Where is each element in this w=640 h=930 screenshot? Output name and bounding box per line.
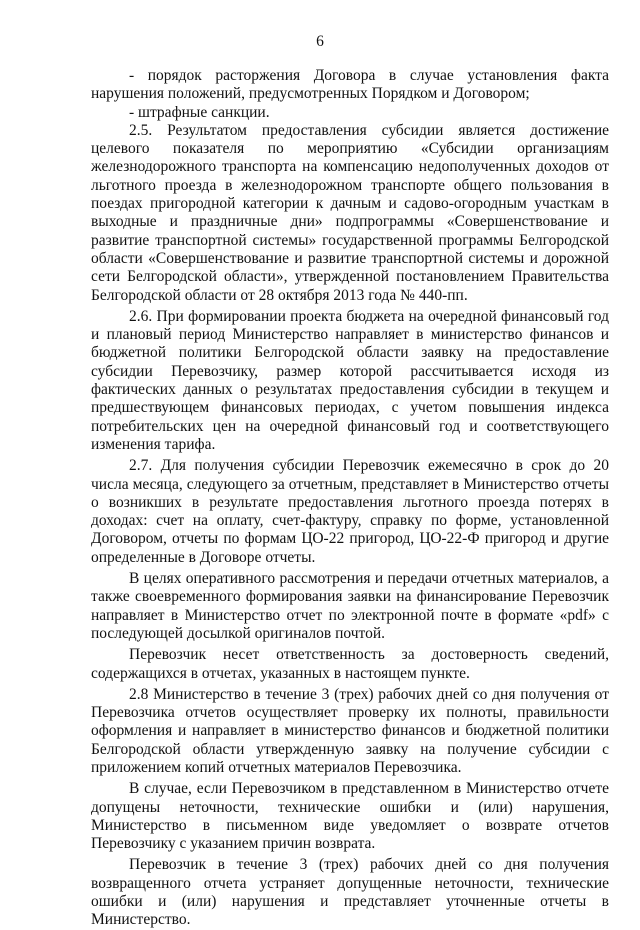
document-body [91,67,609,930]
paragraph-2-5-subsidy-result: 2.5. Результатом предоставления субсидии является достижение целевого показателя по мероприятию «Субсидии организациям железнодорожного транспорта на компенсацию недополученных доходов от льготного проезда в железнодорожном транспорте общего пользования в поездах пригородной категории к дачным и садово-огородным участкам в выходные и праздничные дни» подпрограммы «Совершенствование и развитие транспортной системы» государственной программы Белгородской области «Совершенствование и развитие транспортной системы и дорожной сети Белгородской области», утвержденной постановлением Правительства Белгородской области от 28 октября 2013 года № 440-пп. [91,121,609,304]
paragraph-report-return: В случае, если Перевозчиком в представленном в Министерство отчете допущены неточности, технические ошибки и (или) нарушения, Министерство в письменном виде уведомляет о возврате отчетов Перевозчику с указанием причин возврата. [91,780,609,853]
paragraph-2-8-ministry-review: 2.8 Министерство в течение 3 (трех) рабочих дней со дня получения от Перевозчика отчетов осуществляет проверку их полноты, правильности оформления и направляет в министерство финансов и бюджетной политики Белгородской области утвержденную заявку на получение субсидии с приложением копий отчетных материалов Перевозчика. [91,685,609,776]
paragraph-carrier-responsibility: Перевозчик несет ответственность за достоверность сведений, содержащихся в отчетах, указанных в настоящем пункте. [91,646,609,682]
paragraph-2-6-budget-request: 2.6. При формировании проекта бюджета на очередной финансовый год и плановый период Министерство направляет в министерство финансов и бюджетной политики Белгородской области заявку на предоставление субсидии Перевозчику, размер которой рассчитывается исходя из фактических данных о результатах предоставления субсидии в текущем и предшествующем финансовых периодах, с учетом повышения индекса потребительских цен на очередной финансовый год и соответствующего изменения тарифа. [91,307,609,453]
paragraph-termination-procedure: - порядок расторжения Договора в случае установления факта нарушения положений, предусмотренных Порядком и Договором; [91,67,609,103]
paragraph-electronic-submission: В целях оперативного рассмотрения и передачи отчетных материалов, а также своевременного формирования заявки на финансирование Перевозчик направляет в Министерство отчет по электронной почте в формате «pdf» с последующей досылкой оригиналов почтой. [91,570,609,642]
paragraph-corrected-reports: Перевозчик в течение 3 (трех) рабочих дней со дня получения возвращенного отчета устраняет допущенные неточности, технические ошибки и (или) нарушения и представляет уточненные отчеты в Министерство. [91,856,609,929]
paragraph-2-7-monthly-reports: 2.7. Для получения субсидии Перевозчик ежемесячно в срок до 20 числа месяца, следующего за отчетным, представляет в Министерство отчеты о возникших в результате предоставления льготного проезда потерях в доходах: счет на оплату, счет-фактуру, справку по форме, установленной Договором, отчеты по формам ЦО-22 пригород, ЦО-22-Ф пригород и другие определенные в Договоре отчеты. [91,457,609,566]
paragraph-penalties: - штрафные санкции. [129,103,270,121]
page-number: 6 [316,33,324,50]
